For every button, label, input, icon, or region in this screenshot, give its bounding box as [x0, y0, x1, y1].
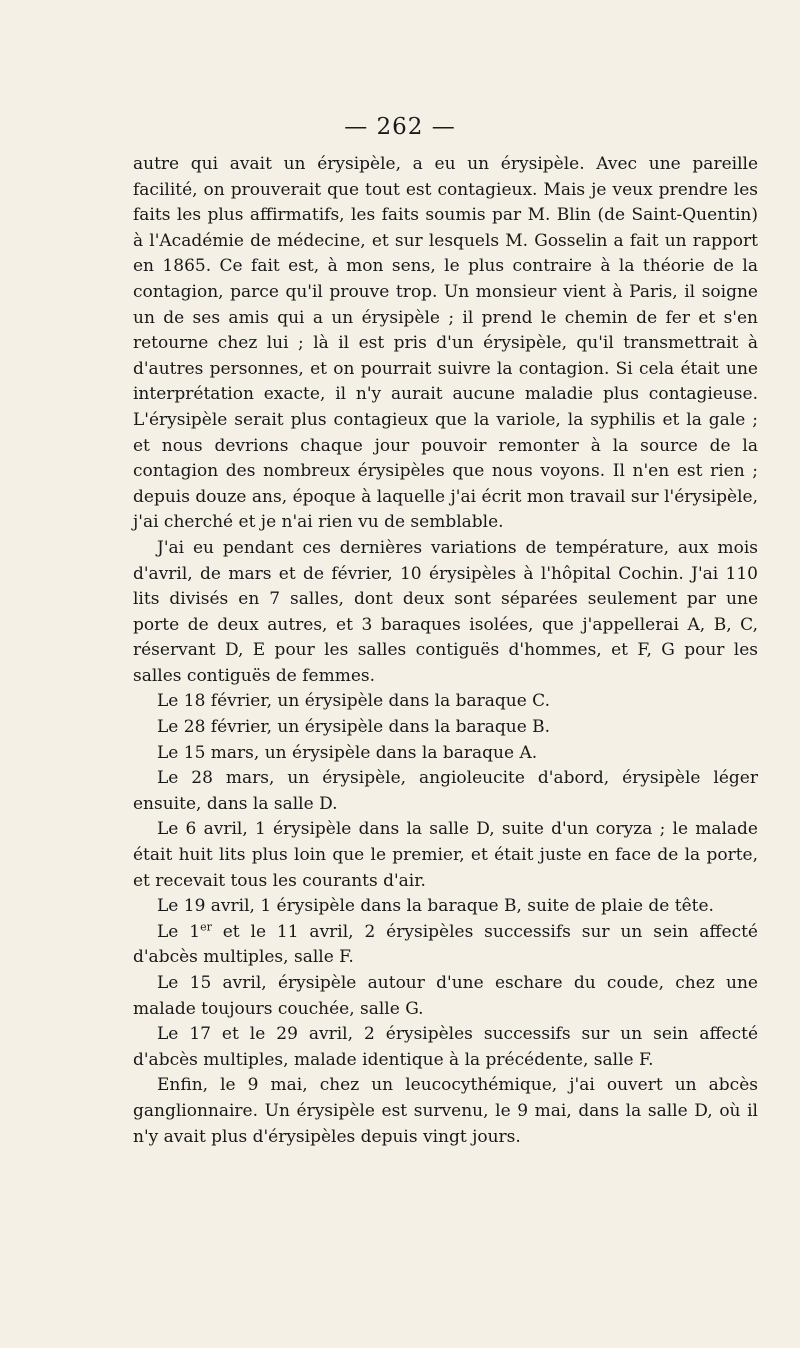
- case-entry-apr-17-29: Le 17 et le 29 avril, 2 érysipèles successifs sur un sein affecté d'abcès multiples, malade identique à la précédente, salle F.: [133, 1024, 758, 1070]
- case-entry-apr-6: Le 6 avril, 1 érysipèle dans la salle D, suite d'un coryza ; le malade était huit lits plus loin que le premier, et était juste en face de la porte, et recevait tous les courants d'air.: [133, 819, 758, 891]
- case-entry-apr-1-11: [133, 920, 758, 971]
- page-number: — 262 —: [344, 114, 456, 140]
- case-entry-mar-28: Le 28 mars, un érysipèle, angioleucite d'abord, érysipèle léger ensuite, dans la salle D.: [133, 768, 758, 814]
- case-entry-feb-28: Le 28 février, un érysipèle dans la baraque B.: [157, 717, 551, 738]
- case-entry-apr-1-11-start: Le 1: [157, 921, 201, 942]
- case-entry-apr-1-11-end: et le 11 avril, 2 érysipèles successifs sur un sein affecté d'abcès multiples, salle F.: [133, 921, 758, 968]
- case-entry-apr-15: Le 15 avril, érysipèle autour d'une eschare du coude, chez une malade toujours couchée, salle G.: [133, 973, 758, 1019]
- case-entry-mar-15: Le 15 mars, un érysipèle dans la baraque A.: [157, 742, 538, 763]
- case-entry-may-9: Enfin, le 9 mai, chez un leucocythémique, j'ai ouvert un abcès ganglionnaire. Un érysipèle est survenu, le 9 mai, dans la salle D, où il n'y avait plus d'érysipèles depuis vingt jours.: [133, 1075, 758, 1147]
- case-entry-feb-18: Le 18 février, un érysipèle dans la baraque C.: [157, 691, 550, 712]
- paragraph-cochin-cases: J'ai eu pendant ces dernières variations de température, aux mois d'avril, de mars et de février, 10 érysipèles à l'hôpital Cochin. J'ai 110 lits divisés en 7 salles, dont deux sont séparées seulement par une porte de deux autres, et 3 baraques isolées, que j'appellerai A, B, C, réservant D, E pour les salles contiguës d'hommes, et F, G pour les salles contiguës de femmes.: [133, 537, 758, 686]
- body-text: [133, 152, 758, 1150]
- ordinal-superscript: er: [200, 920, 212, 934]
- paragraph-continuation: autre qui avait un érysipèle, a eu un érysipèle. Avec une pareille facilité, on prouverait que tout est contagieux. Mais je veux prendre les faits les plus affirmatifs, les faits soumis par M. Blin (de Saint-Quentin) à l'Académie de médecine, et sur lesquels M. Gosselin a fait un rapport en 1865. Ce fait est, à mon sens, le plus contraire à la théorie de la contagion, parce qu'il prouve trop. Un monsieur vient à Paris, il soigne un de ses amis qui a un érysipèle ; il prend le chemin de fer et s'en retourne chez lui ; là il est pris d'un érysipèle, qu'il transmettrait à d'autres personnes, et on pourrait suivre la contagion. Si cela était une interprétation exacte, il n'y aurait aucune maladie plus contagieuse. L'érysipèle serait plus contagieux que la variole, la syphilis et la gale ; et nous devrions chaque jour pouvoir remonter à la source de la contagion des nombreux érysipèles que nous voyons. Il n'en est rien ; depuis douze ans, époque à laquelle j'ai écrit mon travail sur l'érysipèle, j'ai cherché et je n'ai rien vu de semblable.: [133, 154, 758, 533]
- case-entry-apr-19: Le 19 avril, 1 érysipèle dans la baraque B, suite de plaie de tête.: [157, 896, 714, 917]
